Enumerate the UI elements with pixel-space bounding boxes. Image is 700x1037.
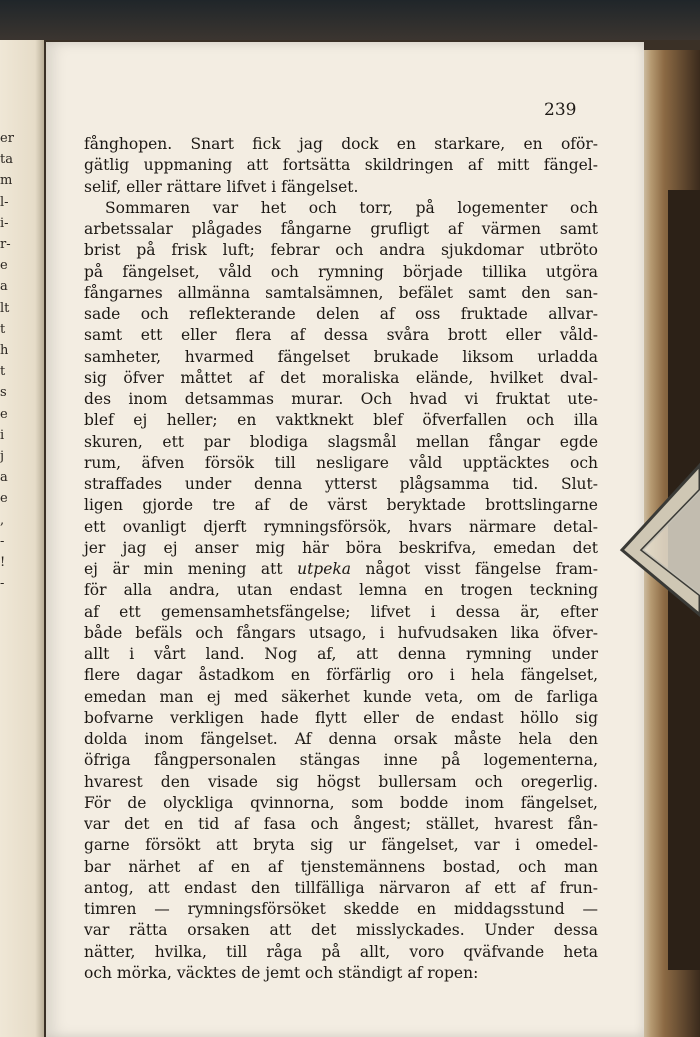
left-page-fragment: i- <box>0 215 9 231</box>
text-line: jer jag ej anser mig här böra beskrifva, emedan det <box>84 538 598 557</box>
text-line: var rätta orsaken att det misslyckades. Under dessa <box>84 921 598 940</box>
text-line: garne försökt att bryta sig ur fängelset, var i omedel- <box>84 836 598 855</box>
text-line: brist på frisk luft; febrar och andra sjukdomar utbröto <box>84 241 598 260</box>
text-line: antog, att endast den tillfälliga närvaron af ett af frun- <box>84 878 598 897</box>
left-page-fragment: ta <box>0 152 13 168</box>
left-page-fragment: t <box>0 321 6 337</box>
text-line: rum, äfven försök till nesligare våld upptäcktes och <box>84 453 598 472</box>
text-line: arbetssalar plågades fångarne grufligt af värmen samt <box>84 220 598 238</box>
text-line: straffades under denna ytterst plågsamma tid. Slut- <box>84 475 598 493</box>
text-line: både befäls och fångars utsago, i hufvudsaken lika öfver- <box>84 623 598 642</box>
text-line: samt ett eller flera af dessa svåra brott eller våld- <box>84 326 598 345</box>
left-page-fragment: m <box>0 173 13 189</box>
text-line: Sommaren var het och torr, på logementer och <box>105 198 598 217</box>
text-line: bofvarne verkligen hade flytt eller de endast höllo sig <box>84 708 598 727</box>
text-line: fånghopen. Snart fick jag dock en starkare, en oför- <box>84 135 598 153</box>
left-page-fragment: l- <box>0 194 9 210</box>
text-line: af ett gemensamhetsfängelse; lifvet i dessa är, efter <box>84 602 598 621</box>
text-line: öfriga fångpersonalen stängas inne på logementerna, <box>84 751 598 770</box>
text-line: emedan man ej med säkerhet kunde veta, om de farliga <box>84 687 598 706</box>
text-line: blef ej heller; en vaktknekt blef öfverfallen och illa <box>84 411 598 430</box>
left-page-fragment: e <box>0 406 8 422</box>
text-line: sade och reflekterande delen af oss fruktade allvar- <box>84 305 598 323</box>
left-page-fragment: - <box>0 533 5 549</box>
text-line: var det en tid af fasa och ångest; stället, hvarest fån- <box>84 815 598 833</box>
text-line: skuren, ett par blodiga slagsmål mellan fångar egde <box>84 432 598 451</box>
text-line: För de olyckliga qvinnorna, som bodde inom fängelset, <box>84 793 598 812</box>
text-line: på fängelset, våld och rymning började tillika utgöra <box>84 262 598 281</box>
text-line: för alla andra, utan endast lemna en trogen teckning <box>84 581 598 600</box>
left-page-fragment: i <box>0 427 5 443</box>
text-line: des inom detsammas murar. Och hvad vi fruktat ute- <box>84 390 598 408</box>
text-line: dolda inom fängelset. Af denna orsak måste hela den <box>84 730 598 748</box>
page-text <box>84 134 598 984</box>
left-page-fragment: s <box>0 385 7 401</box>
left-page-fragment: j <box>0 449 5 464</box>
text-line: nätter, hvilka, till råga på allt, voro qväfvande heta <box>84 942 598 961</box>
text-line: ett ovanligt djerft rymningsförsök, hvars närmare detal- <box>84 517 598 536</box>
left-page-fragment: r- <box>0 237 11 252</box>
text-line: och mörka, väcktes de jemt och ständigt af ropen: <box>84 963 479 982</box>
left-page-fragment: a <box>0 279 8 295</box>
text-line: bar närhet af en af tjenstemännens bostad, och man <box>84 857 598 876</box>
page-number: 239 <box>544 100 577 120</box>
left-page-fragment: , <box>0 512 5 528</box>
left-page-edge <box>0 40 44 1037</box>
left-page-fragment: e <box>0 491 8 507</box>
top-background-strip <box>0 0 700 40</box>
left-page-fragment: er <box>0 131 14 146</box>
text-line: allt i vårt land. Nog af, att denna rymning under <box>84 645 598 663</box>
text-line: hvarest den visade sig högst bullersam och oregerlig. <box>84 772 598 791</box>
book-page <box>46 42 644 1037</box>
left-page-fragment: h <box>0 343 9 358</box>
left-page-fragment: ! <box>0 555 6 570</box>
text-line: ligen gjorde tre af de värst beryktade brottslingarne <box>84 496 598 515</box>
text-line: sig öfver måttet af det moraliska elände, hvilket dval- <box>84 368 598 387</box>
page-clip-icon <box>612 455 700 625</box>
text-line: ej är min mening att utpeka något visst fängelse fram- <box>84 560 598 578</box>
text-line: timren — rymningsförsöket skedde en middagsstund — <box>84 900 598 918</box>
left-page-fragment: a <box>0 470 8 486</box>
text-line: samheter, hvarmed fängelset brukade liksom urladda <box>84 347 598 366</box>
text-line: selif, eller rättare lifvet i fängelset. <box>84 177 359 196</box>
left-page-fragment: - <box>0 576 5 592</box>
left-page-fragment: e <box>0 258 8 274</box>
text-line: fångarnes allmänna samtalsämnen, befälet samt den san- <box>84 283 598 302</box>
text-line: flere dagar åstadkom en förfärlig oro i hela fängelset, <box>84 666 598 685</box>
left-page-fragment: t <box>0 364 6 380</box>
left-page-fragment: lt <box>0 300 10 316</box>
text-line: gätlig uppmaning att fortsätta skildringen af mitt fängel- <box>84 156 598 175</box>
